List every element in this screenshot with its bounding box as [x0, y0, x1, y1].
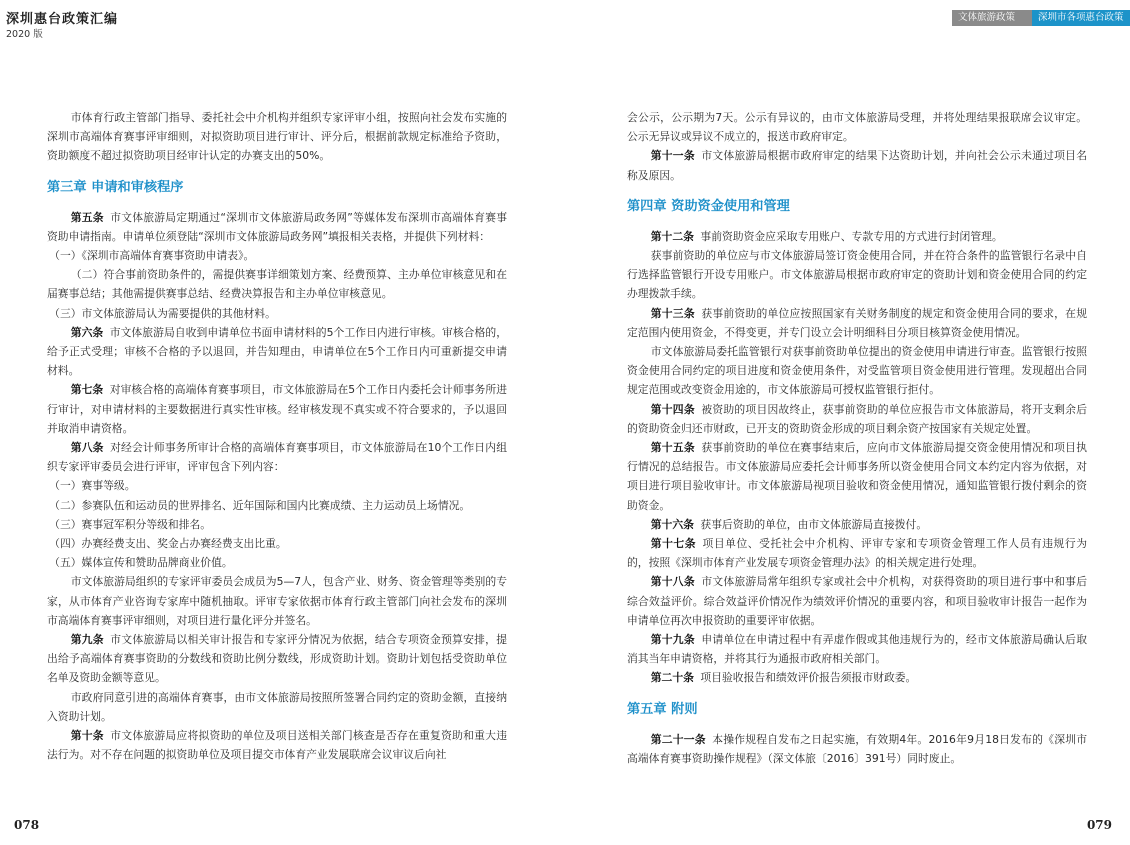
article-label: 第十七条: [650, 537, 697, 551]
article-5: [47, 208, 507, 246]
publication-title: 深圳惠台政策汇编: [6, 12, 119, 27]
article-text: 对审核合格的高端体育赛事项目，市文体旅游局在5个工作日内委托会计师事务所进行审计，对申请材料的主要数据进行真实性审核。经审核发现不真实或不符合要求的，予以退回并取消申请资格。: [47, 383, 507, 435]
series-tag: 深圳市各项惠台政策: [1032, 10, 1130, 26]
article-18: [627, 572, 1087, 630]
article-text: 市文体旅游局常年组织专家或社会中介机构，对获得资助的项目进行事中和事后综合效益评价。综合效益评价情况作为绩效评价情况的重要内容，和项目验收审计报告一起作为申请单位再次申报资助的重要评审依据。: [627, 575, 1088, 627]
article-label: 第九条: [70, 633, 104, 647]
article-label: 第十二条: [650, 229, 694, 243]
article-10: [47, 726, 507, 764]
list-item: （二）符合事前资助条件的，需提供赛事详细策划方案、经费预算、主办单位审核意见和在届赛事总结；其他需提供赛事总结、经费决算报告和主办单位审核意见。: [47, 268, 507, 301]
article-text: 市文体旅游局自收到申请单位书面申请材料的5个工作日内进行审核。审核合格的，给予正式受理；审核不合格的予以退回，并告知理由，申请单位在5个工作日内可重新提交申请材料。: [47, 325, 507, 378]
list-item: （一）赛事等级。: [49, 479, 136, 493]
article-text: 获事前资助的单位在赛事结束后，应向市文体旅游局提交资金使用情况和项目执行情况的总结报告。市文体旅游局应委托会计师事务所以资金使用合同文本约定内容为依据，对项目进行项目验收审计。市文体旅游局视项目验收和资金使用情况，通知监管银行拨付剩余的资助资金。: [627, 441, 1088, 512]
article-label: 第六条: [70, 325, 104, 339]
page-number-left: 078: [14, 818, 40, 832]
article-text: 申请单位在申请过程中有弄虚作假或其他违规行为的，经市文体旅游局确认后取消其当年申请资格，并将其行为通报市政府相关部门。: [627, 633, 1088, 666]
article-label: 第十八条: [650, 575, 695, 589]
right-page-column: [627, 108, 1087, 768]
article-20: [627, 668, 1087, 687]
article-label: 第十六条: [650, 517, 694, 531]
article-7: [47, 380, 507, 438]
article-label: 第二十一条: [650, 732, 706, 746]
article-text: 被资助的项目因故终止，获事前资助的单位应报告市文体旅游局，将开支剩余后的资助资金归还市财政，已开支的资助资金形成的项目剩余资产按国家有关规定处置。: [627, 402, 1088, 435]
article-11: [627, 146, 1087, 184]
article-21: [627, 730, 1087, 768]
paragraph: 市文体旅游局委托监管银行对获事前资助单位提出的资金使用申请进行审查。监管银行按照资金使用合同约定的项目进度和资金使用条件，对受监管项目资金使用进行管理。发现超出合同规定范围或改变资金用途的，市文体旅游局可授权监管银行拒付。: [627, 345, 1087, 397]
publication-year: 2020 版: [6, 29, 43, 40]
list-item: （一）《深圳市高端体育赛事资助申请表》。: [49, 249, 255, 263]
paragraph: 获事前资助的单位应与市文体旅游局签订资金使用合同，并在符合条件的监管银行名录中自行选择监管银行开设专用账户。市文体旅游局根据市政府审定的资助计划和资金使用合同的约定办理拨款手续。: [627, 249, 1087, 301]
list-item: （二）参赛队伍和运动员的世界排名、近年国际和国内比赛成绩、主力运动员上场情况。: [49, 498, 471, 512]
list-item: （五）媒体宣传和赞助品牌商业价值。: [49, 556, 233, 570]
article-13: [627, 304, 1087, 342]
article-text: 获事后资助的单位，由市文体旅游局直接拨付。: [700, 517, 928, 531]
article-14: [627, 400, 1087, 438]
article-15: [627, 438, 1087, 515]
article-text: 本操作规程自发布之日起实施，有效期4年。2016年9月18日发布的《深圳市高端体育赛事资助操作规程》（深文体旅〔2016〕391号）同时废止。: [627, 732, 1088, 765]
article-label: 第五条: [70, 210, 104, 224]
article-label: 第十九条: [650, 633, 695, 647]
article-label: 第十三条: [650, 306, 695, 320]
category-tag: 文体旅游政策: [952, 10, 1032, 26]
article-text: 市文体旅游局根据市政府审定的结果下达资助计划，并向社会公示未通过项目名称及原因。: [627, 149, 1088, 182]
article-17: [627, 534, 1087, 572]
article-label: 第十一条: [650, 149, 695, 163]
article-8: [47, 438, 507, 476]
article-label: 第十五条: [650, 441, 695, 455]
article-label: 第七条: [70, 383, 104, 397]
list-item: （四）办赛经费支出、奖金占办赛经费支出比重。: [49, 537, 287, 551]
article-label: 第十条: [70, 729, 104, 743]
article-text: 市文体旅游局定期通过“深圳市文体旅游局政务网”等媒体发布深圳市高端体育赛事资助申请指南。申请单位须登陆“深圳市文体旅游局政务网”填报相关表格，并提供下列材料：: [47, 210, 507, 243]
paragraph: 市体育行政主管部门指导、委托社会中介机构并组织专家评审小组，按照向社会发布实施的深圳市高端体育赛事评审细则，对拟资助项目进行审计、评分后，根据前款规定标准给予资助，资助额度不超过拟资助项目经审计认定的办赛支出的50%。: [47, 111, 507, 163]
article-16: [627, 515, 1087, 534]
article-text: 市文体旅游局以相关审计报告和专家评分情况为依据，结合专项资金预算安排，提出给予高端体育赛事资助的分数线和资助比例分数线，形成资助计划。资助计划包括受资助单位名单及资助金额等意见。: [47, 633, 507, 685]
paragraph: 市文体旅游局组织的专家评审委员会成员为5—7人，包含产业、财务、资金管理等类别的专家，从市体育产业咨询专家库中随机抽取。评审专家依据市体育行政主管部门向社会发布的深圳市高端体育赛事评审细则，对项目进行量化评分并签名。: [47, 575, 507, 627]
article-6: [47, 323, 507, 381]
article-text: 项目验收报告和绩效评价报告须报市财政委。: [700, 671, 917, 685]
article-text: 事前资助资金应采取专用账户、专款专用的方式进行封闭管理。: [700, 229, 1003, 243]
article-label: 第八条: [70, 441, 104, 455]
article-12: [627, 227, 1087, 246]
article-text: 项目单位、受托社会中介机构、评审专家和专项资金管理工作人员有违规行为的，按照《深圳市体育产业发展专项资金管理办法》的相关规定进行处理。: [627, 537, 1087, 570]
article-19: [627, 630, 1087, 668]
article-text: 市文体旅游局应将拟资助的单位及项目送相关部门核查是否存在重复资助和重大违法行为。对不存在问题的拟资助单位及项目提交市体育产业发展联席会议审议后向社: [47, 729, 507, 762]
chapter-heading: 第五章 附则: [627, 701, 698, 717]
list-item: （三）市文体旅游局认为需要提供的其他材料。: [49, 306, 276, 320]
paragraph: 市政府同意引进的高端体育赛事，由市文体旅游局按照所签署合同约定的资助金额，直接纳入资助计划。: [47, 690, 507, 723]
article-label: 第二十条: [650, 671, 694, 685]
page-number-right: 079: [1086, 818, 1112, 832]
chapter-heading: 第三章 申请和审核程序: [47, 179, 184, 195]
article-text: 获事前资助的单位应按照国家有关财务制度的规定和资金使用合同的要求，在规定范围内使用资金，不得变更，并专门设立会计明细科目分项目核算资金使用情况。: [627, 306, 1088, 339]
left-page-column: [47, 108, 507, 765]
list-item: （三）赛事冠军积分等级和排名。: [49, 517, 212, 531]
article-label: 第十四条: [650, 402, 695, 416]
section-tags: [952, 10, 1130, 26]
article-9: [47, 630, 507, 688]
chapter-heading: 第四章 资助资金使用和管理: [627, 198, 790, 214]
paragraph: 会公示，公示期为7天。公示有异议的，由市文体旅游局受理，并将处理结果报联席会议审定。公示无异议或异议不成立的，报送市政府审定。: [627, 111, 1087, 144]
article-text: 对经会计师事务所审计合格的高端体育赛事项目，市文体旅游局在10个工作日内组织专家评审委员会进行评审，评审包含下列内容：: [47, 441, 508, 474]
